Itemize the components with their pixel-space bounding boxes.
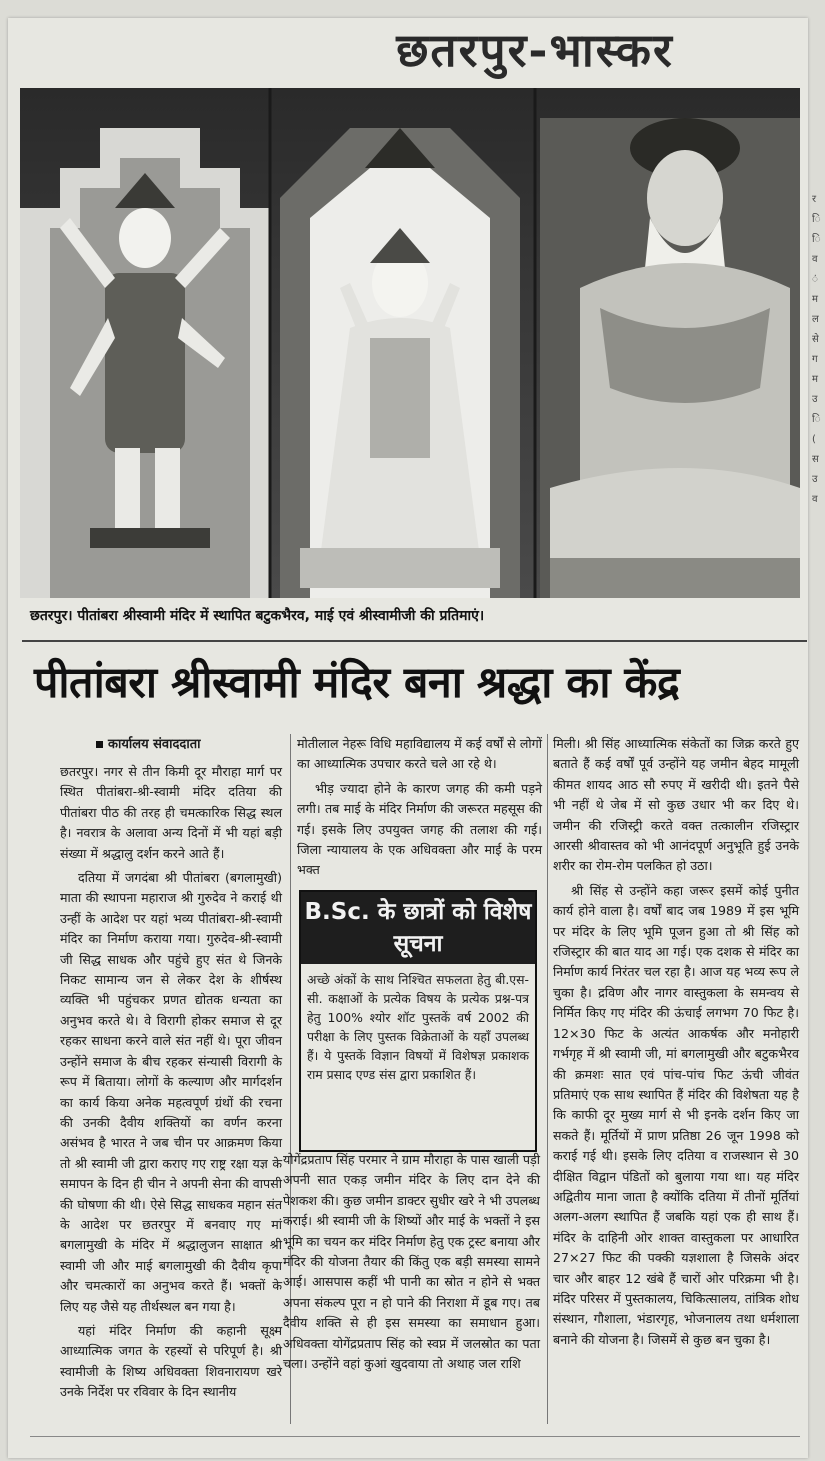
photo-caption: छतरपुर। पीतांबरा श्रीस्वामी मंदिर में स्थापित बटुकभैरव, माई एवं श्रीस्वामीजी की प्रतिमाएं।	[30, 608, 485, 624]
byline-text: कार्यालय संवाददाता	[108, 737, 201, 752]
bullet-square-icon	[96, 741, 103, 748]
byline	[96, 734, 200, 752]
paragraph: मिली। श्री सिंह आध्यात्मिक संकेतों का जिक्र करते हुए बताते हैं कई वर्षों पूर्व उन्होंने यह जमीन बेहद मामूली कीमत शायद आठ सौ रुपए में खरीदी थी। इतने पैसे भी नहीं थे जेब में सो कुछ उधार भी कर दिए थे। जमीन की रजिस्ट्री करते वक्त तत्कालीन रजिस्ट्रार आरसी श्रीवास्तव को भी आनंदपूर्ण अनुभूति हुई उनके शरीर का रोम-रोम पलकित हो उठा।	[553, 736, 799, 874]
paragraph: यहां मंदिर निर्माण की कहानी सूक्ष्म आध्यात्मिक जगत के रहस्यों से परिपूर्ण है। श्री स्वामीजी के शिष्य अधिवक्ता शिवनारायण खरे उनके निर्देश पर रविवार के दिन स्थानीय	[60, 1322, 282, 1400]
article-column-2-top	[297, 734, 542, 885]
paragraph: दतिया में जगदंबा श्री पीतांबरा (बगलामुखी) माता की स्थापना महाराज श्री गुरुदेव ने कराई थी उन्हीं के आदेश पर यहां भव्य पीतांबरा-श्री-स्वामी मंदिर का निर्माण कराया गया। गुरुदेव-श्री-स्वामी जी सिद्ध साधक और पहुंचे हुए संत थे जिनके निकट सामान्य जन से लेकर देश के शीर्षस्थ व्यक्ति भी पहुंचकर प्रणत द्योतक धन्यता का अनुभव करते थे। वे विरागी होकर समाज से दूर रहकर साधना करने वाले संत नहीं थे। पूरा जीवन उन्होंने समाज के बीच रहकर संन्यासी विरागी के रूप में बिताया। लोगों के कल्याण और मार्गदर्शन का कार्य किया अनेक महत्वपूर्ण ग्रंथों की रचना की उनकी दैवीय शक्तियों का वर्णन करना असंभव है भारत ने जब चीन पर आक्रमण किया तो श्री स्वामी जी द्वारा कराए गए राष्ट्र रक्षा यज्ञ के समापन के दिन ही चीन ने अपनी सेना की वापसी की घोषणा की थी। ऐसे सिद्ध साधकव महान संत के आदेश पर छतरपुर में बनवाए गए मां बगलामुखी के मंदिर में श्रद्धालुजन साक्षात श्री स्वामी जी और माई बगलामुखी की दैवीय कृपा और चमत्कारों का अनुभव करते हैं। भक्तों के लिए यह जैसे यह तीर्थस्थल बन गया है।	[60, 870, 282, 1314]
idols-photo-graphic	[20, 88, 800, 598]
paragraph: भीड़ ज्यादा होने के कारण जगह की कमी पड़ने लगी। तब माई के मंदिर निर्माण की जरूरत महसूस की गई। इसके लिए उपयुक्त जगह की तलाश की गई। जिला न्यायालय के एक अधिवक्ता और माई के परम भक्त	[297, 780, 542, 878]
paragraph: छतरपुर। नगर से तीन किमी दूर मौराहा मार्ग पर स्थित पीतांबरा-श्री-स्वामी मंदिर दतिया की पीतांबरा पीठ की तरह ही चमत्कारिक सिद्ध स्थल है। नवरात्र के अलावा अन्य दिनों में भी यहां बड़ी संख्या में श्रद्धालु दर्शन करने आते हैं।	[60, 764, 282, 861]
advertisement-text: अच्छे अंकों के साथ निश्चित सफलता हेतु बी.एस-सी. कक्षाओं के प्रत्येक विषय के प्रत्येक प्रश्न-पत्र हेतु 100% श्योर शॉट पुस्तकें वर्ष 2002 की परीक्षा के लिए पुस्तक विक्रेताओं के यहाँ उपलब्ध हैं। ये पुस्तकें विज्ञान विषयों में विशेषज्ञ प्रकाशक राम प्रसाद एण्ड संस द्वारा प्रकाशित हैं।	[307, 972, 529, 1082]
column-divider	[547, 734, 548, 1424]
article-column-3	[553, 734, 799, 1354]
paragraph: श्री सिंह से उन्होंने कहा जरूर इसमें कोई पुनीत कार्य होने वाला है। वर्षों बाद जब 1989 में इस भूमि पर मंदिर के लिए भूमि पूजन हुआ तो श्री सिंह को रजिस्ट्रार की बात याद आ गई। एक दशक से मंदिर का निर्माण कार्य निरंतर चल रहा है। आज यह भव्य रूप ले चुका है। द्रविण और नागर वास्तुकला के समन्वय से निर्मित किए गए मंदिर की ऊंचाई लगभग 70 फिट है। 12×30 फिट के अत्यंत आकर्षक और मनोहारी गर्भगृह में श्री स्वामी जी, मां बगलामुखी और बटुकभैरव की क्रमशः सात एवं पांच-पांच फिट ऊंची जीवंत प्रतिमाएं एक साथ स्थापित हैं मंदिर की विशेषता यह है कि काफी दूर मुख्य मार्ग से भी इनके दर्शन किए जा सकते हैं। मूर्तियों में प्राण प्रतिष्ठा 26 जून 1998 को कराई गई थी। इसके लिए दतिया व राजस्थान से 30 दीक्षित विद्वान पंडितों को बुलाया गया था। यह मंदिर अद्वितीय माना जाता है क्योंकि दतिया में तीनों मूर्तियां अलग-अलग स्थापित हैं जबकि यहां एक ही साथ हैं। मंदिर के दाहिनी ओर शाक्त वास्तुकला पर आधारित 27×27 फिट की पक्की यज्ञशाला है जिसके अंदर चार और बाहर 12 खंबे हैं चारों ओर परिक्रमा भी है। मंदिर परिसर में पुस्तकालय, चिकित्सालय, तांत्रिक शोध संस्थान, गौशाला, भंडारगृह, भोजनालय तथा धर्मशाला बनाने की योजना है। जिसमें से कुछ बन चुका है।	[553, 882, 799, 1347]
advertisement-title: B.Sc. के छात्रों को विशेष सूचना	[301, 892, 535, 964]
masthead: छतरपुर-भास्कर	[396, 23, 674, 77]
headline: पीतांबरा श्रीस्वामी मंदिर बना श्रद्धा का केंद्र	[34, 658, 680, 708]
divider	[22, 640, 807, 642]
adjacent-article-edge: र ि ि व ं म ल से ग म उ ि ( स उ व	[812, 194, 821, 505]
article-column-2-bottom	[283, 1150, 540, 1378]
paragraph: योगेंद्रप्रताप सिंह परमार ने ग्राम मौराहा के पास खाली पड़ी अपनी सात एकड़ जमीन मंदिर के लिए दान देने की पेशकश की। कुछ जमीन डाक्टर सुधीर खरे ने भी उपलब्ध कराई। श्री स्वामी जी के शिष्यों और माई के भक्तों ने इस भूमि का चयन कर मंदिर निर्माण हेतु एक ट्रस्ट बनाया और मंदिर की योजना तैयार की किंतु एक बड़ी समस्या सामने आई। आसपास कहीं भी पानी का स्रोत न होने से भक्त अपना संकल्प पूरा न हो पाने की निराशा में डूब गए। तब दैवीय शक्ति से ही इस समस्या का समाधान हुआ। अधिवक्ता योगेंद्रप्रताप सिंह को स्वप्न में जलस्रोत का पता चला। उन्होंने वहां कुआं खुदवाया तो अथाह जल राशि	[283, 1152, 540, 1372]
article-column-1	[60, 762, 282, 1407]
advertisement-box	[299, 890, 537, 1152]
bottom-rule	[30, 1436, 800, 1437]
temple-idols-photo	[20, 88, 800, 598]
paragraph: मोतीलाल नेहरू विधि महाविद्यालय में कई वर्षों से लोगों का आध्यात्मिक उपचार करते चले आ रहे थे।	[297, 736, 542, 772]
